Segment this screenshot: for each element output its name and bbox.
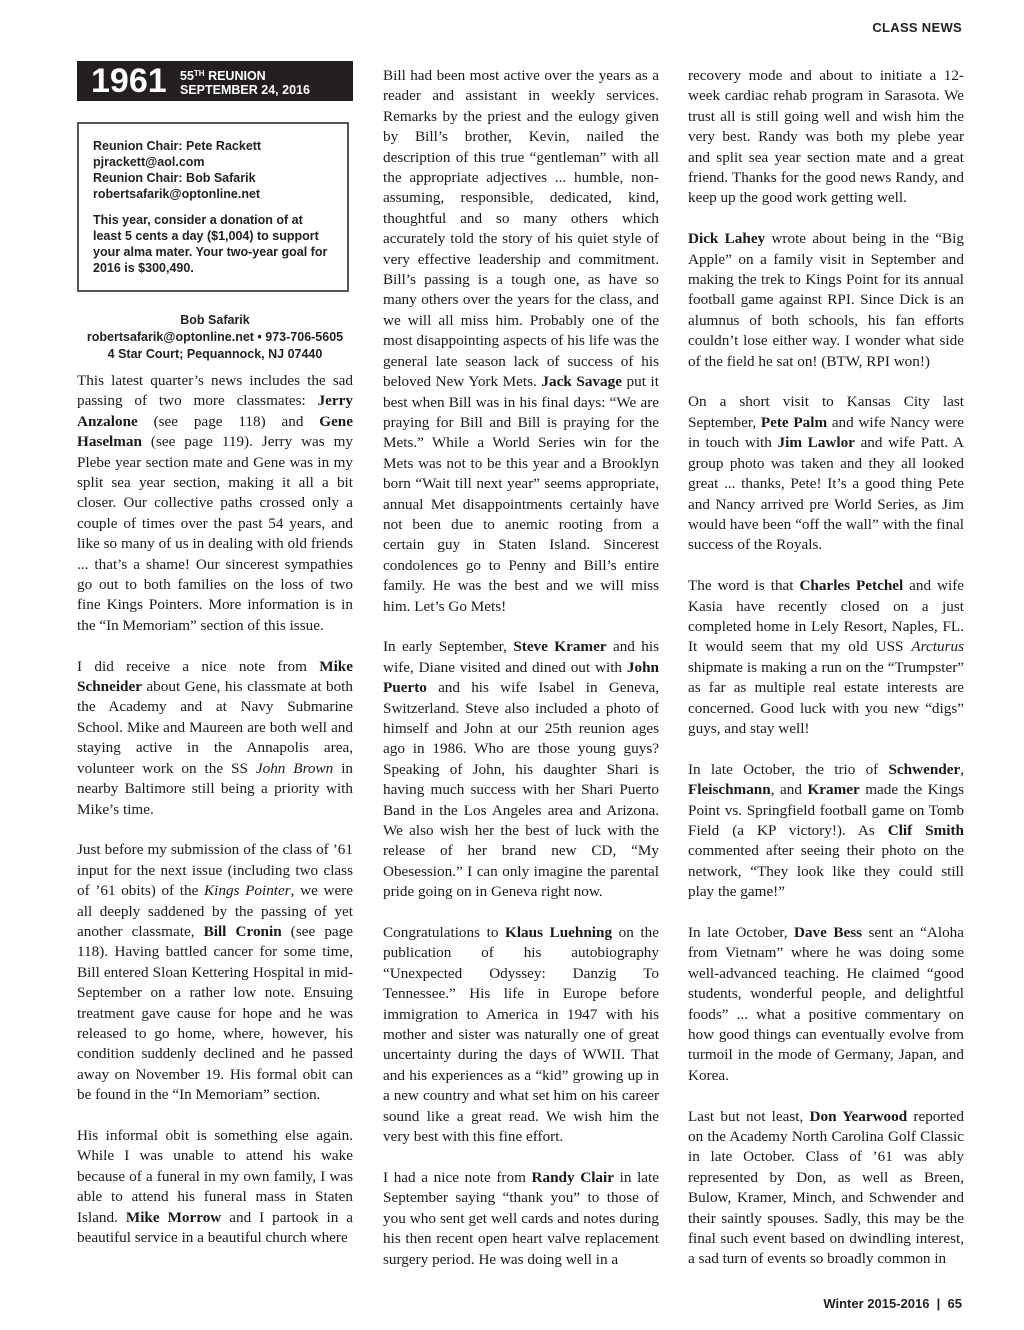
chair-line-2: Reunion Chair: Bob Safarik <box>93 171 256 185</box>
text-run: His informal obit is something else again. While I was unable to attend his wake because of a funeral in my own family, I was able to attend his funeral mass in Staten Island. <box>77 1126 353 1226</box>
text-run: on the publication of his autobiography “Unexpected Odyssey: Danzig To Tennessee.” His life in Europe before immigration to America in 1947 with his mother and sister was naturally one of great uncertainty during the days of WWII. That and his experiences as a “kid” growing up in a new country and what set him on his career sound like a great read. We wish him the very best with this fine effort. <box>383 924 659 1146</box>
text-run: (see page 118). Having battled cancer for some time, Bill entered Sloan Kettering Hospital in mid-September on a rather low note. Ensuing treatment gave cause for hope and he was released to go home, where, however, his condition suddenly declined and he passed away on November 19. His formal obit can be found in the “In Memoriam” section. <box>77 922 354 1104</box>
paragraph <box>77 1126 353 1248</box>
article-column-3 <box>688 66 964 1290</box>
contact-email-phone[interactable]: robertsafarik@optonline.net • 973-706-5605 <box>86 330 344 344</box>
classmate-name: Charles Petchel <box>799 577 904 595</box>
classmate-name: Jerry Anzalone <box>77 392 353 430</box>
paragraph <box>77 657 353 820</box>
text-run: (see page 118) and <box>137 412 320 430</box>
paragraph <box>688 1107 964 1270</box>
text-run: shipmate is making a run on the “Trumpster” as far as multiple real estate interests are concerned. Good luck with you new “digs” guys, and stay well! <box>688 658 964 737</box>
text-run: recovery mode and about to initiate a 12-week cardiac rehab program in Sarasota. We trust all is still going well and wish him the very best. Randy was both my plebe year and split sea year section mate and a great friend. Thanks for the good news Randy, and keep up the good work getting well. <box>688 67 964 207</box>
text-run: and wife Kasia have recently closed on a just completed home in Lely Resort, Naples, FL. It would seem that my old USS <box>688 577 965 656</box>
chair-line-1: Reunion Chair: Pete Rackett <box>93 139 262 153</box>
article-column-2 <box>383 66 659 1290</box>
text-run: Congratulations to <box>383 924 506 942</box>
text-run: sent an “Aloha from Vietnam” where he was doing some well-advanced teaching. He claimed “good students, wonderful people, and delightful foods” ... what a positive commentary on how good things can eventually evolve from turmoil in the mode of Germany, Japan, and Korea. <box>688 923 964 1084</box>
class-year: 1961 <box>91 62 167 100</box>
classmate-name: Randy Clair <box>531 1168 614 1186</box>
classmate-name: Gene Haselman <box>77 412 353 451</box>
text-run: reported on the Academy North Carolina Golf Classic in late October. Class of ’61 was ably represented by Don, as well as Breen, Bulow, Kramer, Minch, and Schwender and their saintly spouses. Sadly, this may be the final such event based on dwindling interest, a sad turn of events so broadly common in <box>688 1107 965 1268</box>
chair-email-1[interactable]: pjrackett@aol.com <box>93 155 205 169</box>
class-contact <box>77 312 353 363</box>
paragraph <box>383 637 659 902</box>
text-run: This latest quarter’s news includes the sad passing of two more classmates: <box>77 372 353 410</box>
classmate-name: Clif Smith <box>887 821 964 839</box>
text-run: commented after seeing their photo on the network, “They look like they could still play the game!” <box>688 842 964 901</box>
text-run: in nearby Baltimore still being a priority with Mike’s time. <box>77 759 354 818</box>
text-run: in late September saying “thank you” to those of you who sent get well cards and notes during his then recent open heart valve replacement surgery period. He was doing well in a <box>383 1168 659 1268</box>
paragraph <box>383 66 659 617</box>
classmate-name: John Puerto <box>383 658 659 697</box>
contact-address: 4 Star Court; Pequannock, NJ 07440 <box>107 347 323 361</box>
page-number: 65 <box>947 1296 962 1311</box>
ship-name: John Brown <box>255 759 334 777</box>
section-label: CLASS NEWS <box>872 20 962 35</box>
classmate-name: Kramer <box>807 781 860 799</box>
paragraph <box>688 392 964 555</box>
text-run: The word is that <box>688 577 800 595</box>
classmate-name: Steve Kramer <box>513 638 607 656</box>
paragraph <box>77 371 353 636</box>
classmate-name: Mike Morrow <box>125 1208 222 1226</box>
text-run: On a short visit to Kansas City last September, <box>688 393 964 431</box>
text-run: In early September, <box>383 638 514 656</box>
text-run: wrote about being in the “Big Apple” on a family visit in September and making the trek to Kings Point for its annual football game against RPI. Since Dick is an alumnus of both schools, his fan efforts couldn’t lose either way. I wonder what side of the field he sat on! (BTW, RPI won!) <box>688 230 964 370</box>
text-run: Just before my submission of the class of ’61 input for the next issue (including two class of ’61 obits) of the <box>77 841 353 900</box>
classmate-name: Bill Cronin <box>203 922 282 940</box>
text-run: and wife Nancy were in touch with <box>688 413 964 452</box>
text-run: and wife Patt. A group photo was taken and they all looked great ... thanks, Pete! It’s a good thing Pete and Nancy arrived pre World Series, as Jim would have been “off the wall” with the final success of the Royals. <box>688 434 964 554</box>
paragraph <box>383 1168 659 1270</box>
reunion-banner <box>77 61 353 101</box>
classmate-name: Jim Lawlor <box>777 434 855 452</box>
text-run: and I partook in a beautiful service in a beautiful church where <box>77 1208 353 1247</box>
text-run: In late October, <box>688 923 794 941</box>
reunion-suffix: TH <box>193 69 205 78</box>
text-run: , <box>960 760 964 778</box>
text-run: Last but not least, <box>688 1107 810 1125</box>
text-run: , and <box>770 781 808 799</box>
paragraph <box>688 66 964 209</box>
footer-separator: | <box>936 1296 941 1311</box>
text-run: and his wife Isabel in Geneva, Switzerland. Steve also included a photo of himself and John at our 25th reunion ages ago in 1986. Who are those young guys? Speaking of John, his daughter Shari is having much success with her Shari Puerto Band in the Los Angeles area and Arizona. We also wish her the best of luck with the release of her brand new CD, “My Obesession.” I can only imagine the parental pride going on in Geneva right now. <box>383 679 659 901</box>
paragraph <box>688 923 964 1086</box>
paragraph <box>688 760 964 903</box>
reunion-chair-box <box>77 122 349 292</box>
contact-name: Bob Safarik <box>180 313 250 327</box>
text-run: put it best when Bill was in his final days: “We are praying for Bill and Bill is praying for the Mets.” While a World Series win for the Mets was not to be this year and a Brooklyn born “Wait till next year” seems appropriate, annual Met disappointments certainly have not been due to anemic rooting from a certain guy in Staten Island. Sincerest condolences go to Penny and Bill’s entire family. He was the best and we will miss him. Let’s Go Mets! <box>383 373 659 615</box>
text-run: and his wife, Diane visited and dined out with <box>383 638 659 676</box>
paragraph <box>688 576 964 739</box>
classmate-name: Jack Savage <box>541 373 622 391</box>
publication-title: Kings Pointer <box>204 882 291 900</box>
text-run: (see page 119). Jerry was my Plebe year section mate and Gene was in my split sea year section, making it all a bit closer. Our collective paths crossed only a couple of times over the past 54 years, and like so many of us in dealing with old friends ... that’s a shame! Our sincerest sympathies go out to both families on the loss of two fine Kings Pointers. More information is in the “In Memoriam” section of this issue. <box>77 433 353 634</box>
donation-appeal: This year, consider a donation of at least 5 cents a day ($1,004) to support your alma mater. Your two-year goal for 2016 is $300,490. <box>93 213 328 275</box>
page-footer <box>823 1296 962 1311</box>
text-run: In late October, the trio of <box>688 760 889 778</box>
reunion-word: REUNION <box>208 69 266 83</box>
paragraph <box>77 840 353 1105</box>
paragraph <box>383 923 659 1147</box>
text-run: I had a nice note from <box>383 1168 532 1186</box>
reunion-number: 55 <box>180 69 194 83</box>
article-column-1 <box>77 371 353 1269</box>
classmate-name: Schwender <box>888 760 961 778</box>
classmate-name: Mike Schneider <box>77 657 353 696</box>
reunion-date: SEPTEMBER 24, 2016 <box>180 83 310 97</box>
text-run: , we were all deeply saddened by the passing of yet another classmate, <box>77 882 354 940</box>
issue-label: Winter 2015-2016 <box>823 1296 930 1311</box>
text-run: Bill had been most active over the years as a reader and assistant in weekly services. Remarks by the priest and the eulogy given by Bill’s brother, Kevin, nailed the description of this true “gentleman” with all the appropriate adjectives ... humble, non-assuming, responsible, dedicated, kind, thoughtful and so many others which accurately told the story of his quiet style of very effective leadership and commitment. Bill’s passing is a tough one, as have so many others over the years for the class, and we will all miss him. Probably one of the most disappointing aspects of his life was the general late season lack of success of his beloved New York Mets. <box>383 67 659 391</box>
classmate-name: Klaus Luehning <box>505 924 613 942</box>
chair-email-2[interactable]: robertsafarik@optonline.net <box>93 187 261 201</box>
classmate-name: Dave Bess <box>794 923 863 941</box>
text-run: made the Kings Point vs. Springfield football game on Tomb Field (a KP victory!). As <box>688 781 964 839</box>
classmate-name: Don Yearwood <box>809 1107 908 1125</box>
classmate-name: Dick Lahey <box>688 230 766 248</box>
text-run: about Gene, his classmate at both the Academy and at Navy Submarine School. Mike and Maureen are both well and staying active in the Annapolis area, volunteer work on the SS <box>77 678 353 777</box>
classmate-name: Pete Palm <box>760 413 828 431</box>
text-run: I did receive a nice note from <box>77 657 320 675</box>
classmate-name: Fleischmann <box>688 781 771 799</box>
reunion-info <box>180 67 310 97</box>
ship-name: Arcturus <box>911 638 964 656</box>
paragraph <box>688 229 964 372</box>
